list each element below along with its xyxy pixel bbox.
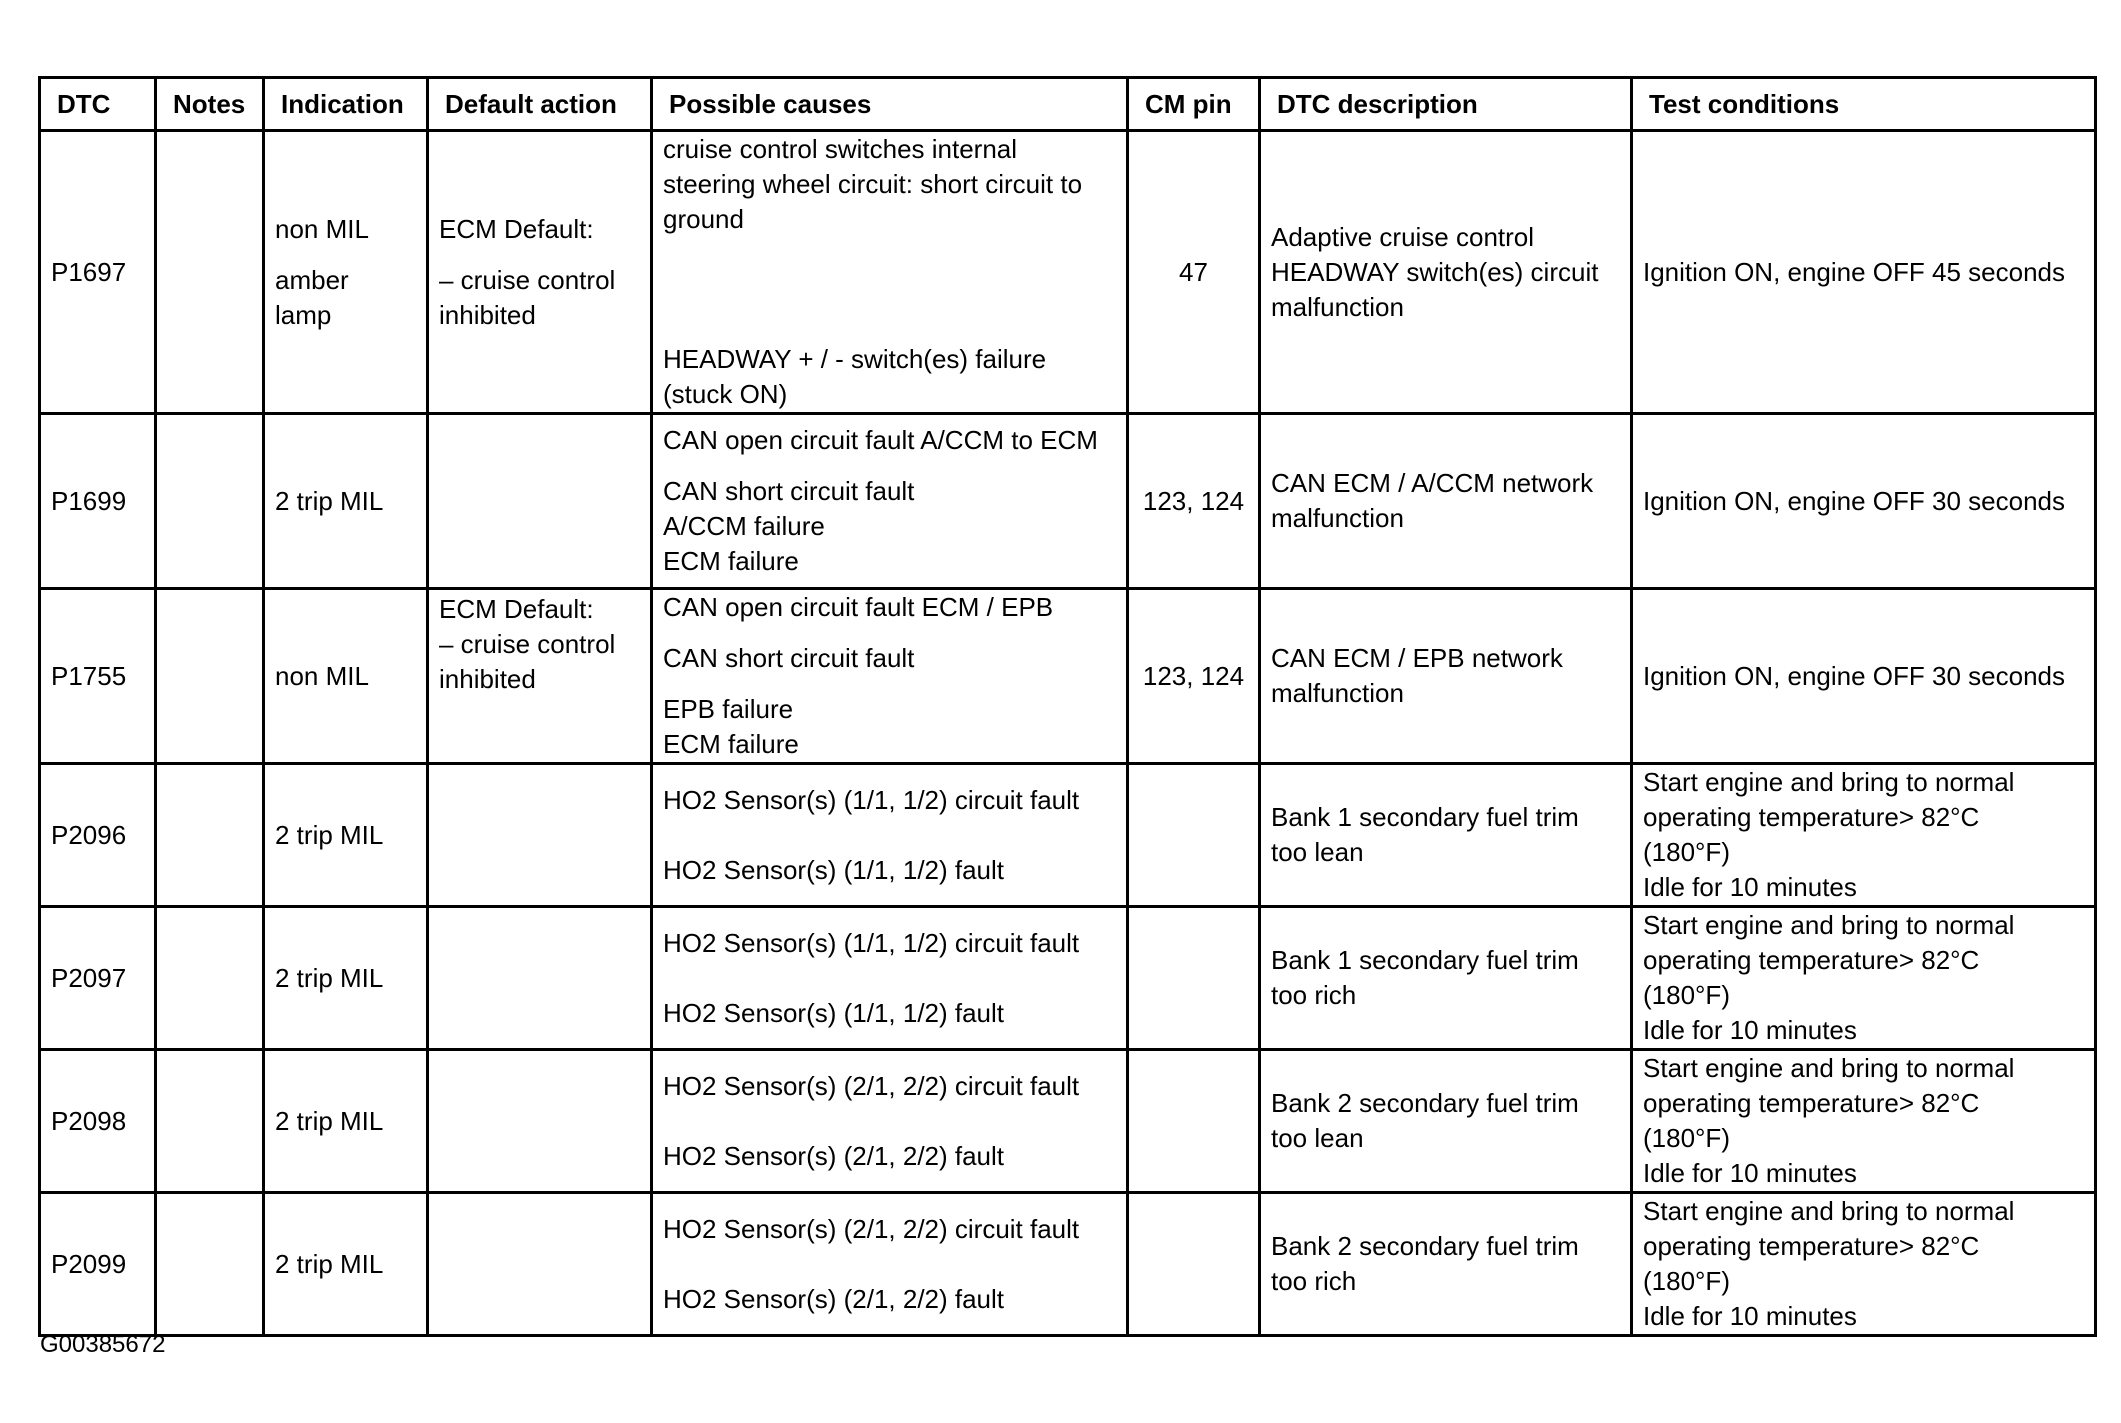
cm-pin-cell xyxy=(1128,1050,1260,1193)
notes-cell xyxy=(156,764,264,907)
default-action-cell xyxy=(428,414,652,589)
header-cm-pin: CM pin xyxy=(1128,78,1260,131)
default-action-cell: ECM Default: – cruise control inhibited xyxy=(428,131,652,414)
cm-pin-cell: 123, 124 xyxy=(1128,589,1260,764)
possible-causes-cell: HO2 Sensor(s) (2/1, 2/2) circuit fault HO2 Sensor(s) (2/1, 2/2) fault xyxy=(652,1193,1128,1336)
default-action-cell: ECM Default: – cruise control inhibited xyxy=(428,589,652,764)
dtc-code: P2097 xyxy=(40,907,156,1050)
indication-cell: 2 trip MIL xyxy=(264,414,428,589)
indication-cell: non MIL amber lamp xyxy=(264,131,428,414)
notes-cell xyxy=(156,414,264,589)
dtc-description-cell: CAN ECM / EPB network malfunction xyxy=(1260,589,1632,764)
default-action-cell xyxy=(428,1193,652,1336)
dtc-code: P1755 xyxy=(40,589,156,764)
test-conditions-cell: Start engine and bring to normal operating temperature> 82°C (180°F) Idle for 10 minutes xyxy=(1632,1193,2096,1336)
default-action-cell xyxy=(428,907,652,1050)
dtc-code: P1699 xyxy=(40,414,156,589)
table-row xyxy=(40,131,2096,414)
dtc-code: P2098 xyxy=(40,1050,156,1193)
test-conditions-cell: Ignition ON, engine OFF 45 seconds xyxy=(1632,131,2096,414)
cm-pin-cell xyxy=(1128,1193,1260,1336)
header-dtc-description: DTC description xyxy=(1260,78,1632,131)
notes-cell xyxy=(156,1050,264,1193)
test-conditions-cell: Start engine and bring to normal operating temperature> 82°C (180°F) Idle for 10 minutes xyxy=(1632,764,2096,907)
figure-id: G00385672 xyxy=(40,1331,166,1358)
dtc-description-cell: CAN ECM / A/CCM network malfunction xyxy=(1260,414,1632,589)
indication-cell: non MIL xyxy=(264,589,428,764)
notes-cell xyxy=(156,907,264,1050)
notes-cell xyxy=(156,131,264,414)
table-row xyxy=(40,589,2096,764)
dtc-code: P2096 xyxy=(40,764,156,907)
table-row xyxy=(40,1050,2096,1193)
cm-pin-cell xyxy=(1128,764,1260,907)
cm-pin-cell: 47 xyxy=(1128,131,1260,414)
dtc-description-cell: Bank 1 secondary fuel trim too lean xyxy=(1260,764,1632,907)
header-test-conditions: Test conditions xyxy=(1632,78,2096,131)
header-dtc: DTC xyxy=(40,78,156,131)
indication-cell: 2 trip MIL xyxy=(264,1193,428,1336)
header-notes: Notes xyxy=(156,78,264,131)
header-row xyxy=(40,78,2096,131)
header-possible-causes: Possible causes xyxy=(652,78,1128,131)
possible-causes-cell: HO2 Sensor(s) (1/1, 1/2) circuit fault HO2 Sensor(s) (1/1, 1/2) fault xyxy=(652,907,1128,1050)
possible-causes-cell: HO2 Sensor(s) (1/1, 1/2) circuit fault HO2 Sensor(s) (1/1, 1/2) fault xyxy=(652,764,1128,907)
notes-cell xyxy=(156,589,264,764)
dtc-code: P2099 xyxy=(40,1193,156,1336)
possible-causes-cell: cruise control switches internal steering wheel circuit: short circuit to ground HEADWAY + / - switch(es) failure (stuck ON) xyxy=(652,131,1128,414)
possible-causes-cell: CAN open circuit fault A/CCM to ECM CAN short circuit fault A/CCM failure ECM failure xyxy=(652,414,1128,589)
table-row xyxy=(40,1193,2096,1336)
possible-causes-cell: CAN open circuit fault ECM / EPB CAN short circuit fault EPB failure ECM failure xyxy=(652,589,1128,764)
table-row xyxy=(40,414,2096,589)
table-row xyxy=(40,764,2096,907)
indication-cell: 2 trip MIL xyxy=(264,907,428,1050)
test-conditions-cell: Start engine and bring to normal operating temperature> 82°C (180°F) Idle for 10 minutes xyxy=(1632,907,2096,1050)
header-indication: Indication xyxy=(264,78,428,131)
dtc-description-cell: Adaptive cruise control HEADWAY switch(es) circuit malfunction xyxy=(1260,131,1632,414)
test-conditions-cell: Ignition ON, engine OFF 30 seconds xyxy=(1632,589,2096,764)
possible-causes-cell: HO2 Sensor(s) (2/1, 2/2) circuit fault HO2 Sensor(s) (2/1, 2/2) fault xyxy=(652,1050,1128,1193)
header-default-action: Default action xyxy=(428,78,652,131)
dtc-description-cell: Bank 1 secondary fuel trim too rich xyxy=(1260,907,1632,1050)
indication-cell: 2 trip MIL xyxy=(264,1050,428,1193)
cm-pin-cell xyxy=(1128,907,1260,1050)
dtc-table xyxy=(38,76,2097,1337)
dtc-description-cell: Bank 2 secondary fuel trim too rich xyxy=(1260,1193,1632,1336)
default-action-cell xyxy=(428,764,652,907)
default-action-cell xyxy=(428,1050,652,1193)
test-conditions-cell: Ignition ON, engine OFF 30 seconds xyxy=(1632,414,2096,589)
indication-cell: 2 trip MIL xyxy=(264,764,428,907)
dtc-description-cell: Bank 2 secondary fuel trim too lean xyxy=(1260,1050,1632,1193)
notes-cell xyxy=(156,1193,264,1336)
dtc-code: P1697 xyxy=(40,131,156,414)
table-row xyxy=(40,907,2096,1050)
test-conditions-cell: Start engine and bring to normal operating temperature> 82°C (180°F) Idle for 10 minutes xyxy=(1632,1050,2096,1193)
cm-pin-cell: 123, 124 xyxy=(1128,414,1260,589)
